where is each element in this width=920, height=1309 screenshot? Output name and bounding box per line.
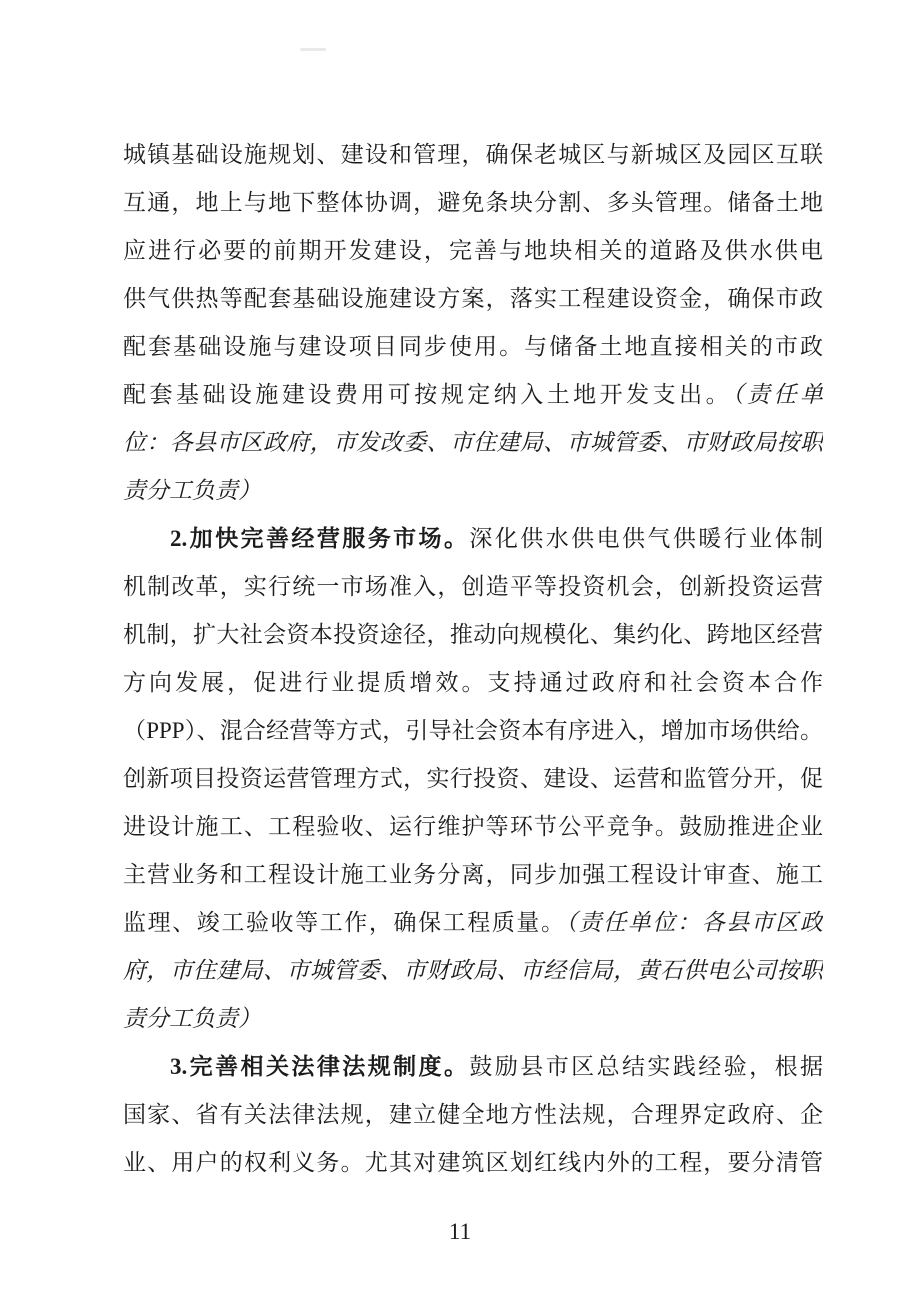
responsibility-note: （责任单位：各县市区政 (565, 910, 823, 935)
text-line (123, 1043, 823, 1091)
text-line (123, 323, 823, 371)
body-text: 应进行必要的前期开发建设，完善与地块相关的道路及供水供电 (123, 238, 823, 263)
responsibility-note: 责分工负责） (123, 478, 261, 503)
responsibility-note: （责任单 (732, 382, 823, 407)
item-heading: 3.完善相关法律法规制度。 (170, 1054, 470, 1079)
responsibility-note: 位：各县市区政府，市发改委、市住建局、市城管委、市财政局按职 (123, 430, 823, 455)
text-line (123, 179, 823, 227)
text-line (123, 1139, 823, 1187)
body-text: 机制，扩大社会资本投资途径，推动向规模化、集约化、跨地区经营 (123, 622, 823, 647)
body-text: 方向发展，促进行业提质增效。支持通过政府和社会资本合作 (123, 670, 823, 695)
text-line (123, 1091, 823, 1139)
text-line (123, 899, 823, 947)
body-text: 配套基础设施建设费用可按规定纳入土地开发支出。 (123, 382, 733, 407)
text-line (123, 947, 823, 995)
text-line (123, 371, 823, 419)
body-text: 供气供热等配套基础设施建设方案，落实工程建设资金，确保市政 (123, 286, 823, 311)
body-text: 监理、竣工验收等工作，确保工程质量。 (123, 910, 566, 935)
body-text: 城镇基础设施规划、建设和管理，确保老城区与新城区及园区互联 (123, 142, 823, 167)
scan-smudge (300, 48, 326, 51)
text-line (123, 707, 823, 755)
text-line (123, 467, 823, 515)
body-text: 创新项目投资运营管理方式，实行投资、建设、运营和监管分开，促 (123, 766, 823, 791)
text-line (123, 803, 823, 851)
text-line (123, 611, 823, 659)
text-line (123, 851, 823, 899)
body-text: 主营业务和工程设计施工业务分离，同步加强工程设计审查、施工 (123, 862, 823, 887)
text-line (123, 755, 823, 803)
body-text: 配套基础设施与建设项目同步使用。与储备土地直接相关的市政 (123, 334, 823, 359)
text-line (123, 659, 823, 707)
body-text: 深化供水供电供气供暖行业体制 (469, 526, 823, 551)
body-text: 进设计施工、工程验收、运行维护等环节公平竞争。鼓励推进企业 (123, 814, 823, 839)
page-number: 11 (448, 1219, 472, 1244)
body-text: （PPP）、混合经营等方式，引导社会资本有序进入，增加市场供给。 (123, 718, 823, 743)
item-heading: 2.加快完善经营服务市场。 (170, 526, 470, 551)
document-body (123, 131, 823, 1187)
text-line (123, 275, 823, 323)
text-line (123, 131, 823, 179)
body-text: 国家、省有关法律法规，建立健全地方性法规，合理界定政府、企 (123, 1102, 823, 1127)
body-text: 业、用户的权利义务。尤其对建筑区划红线内外的工程，要分清管 (123, 1150, 823, 1175)
text-line (123, 419, 823, 467)
body-text: 机制改革，实行统一市场准入，创造平等投资机会，创新投资运营 (123, 574, 823, 599)
text-line (123, 995, 823, 1043)
text-line (123, 563, 823, 611)
text-line (123, 227, 823, 275)
responsibility-note: 责分工负责） (123, 1006, 261, 1031)
body-text: 互通，地上与地下整体协调，避免条块分割、多头管理。储备土地 (123, 190, 823, 215)
responsibility-note: 府，市住建局、市城管委、市财政局、市经信局，黄石供电公司按职 (123, 958, 823, 983)
body-text: 鼓励县市区总结实践经验，根据 (469, 1054, 823, 1079)
text-line (123, 515, 823, 563)
